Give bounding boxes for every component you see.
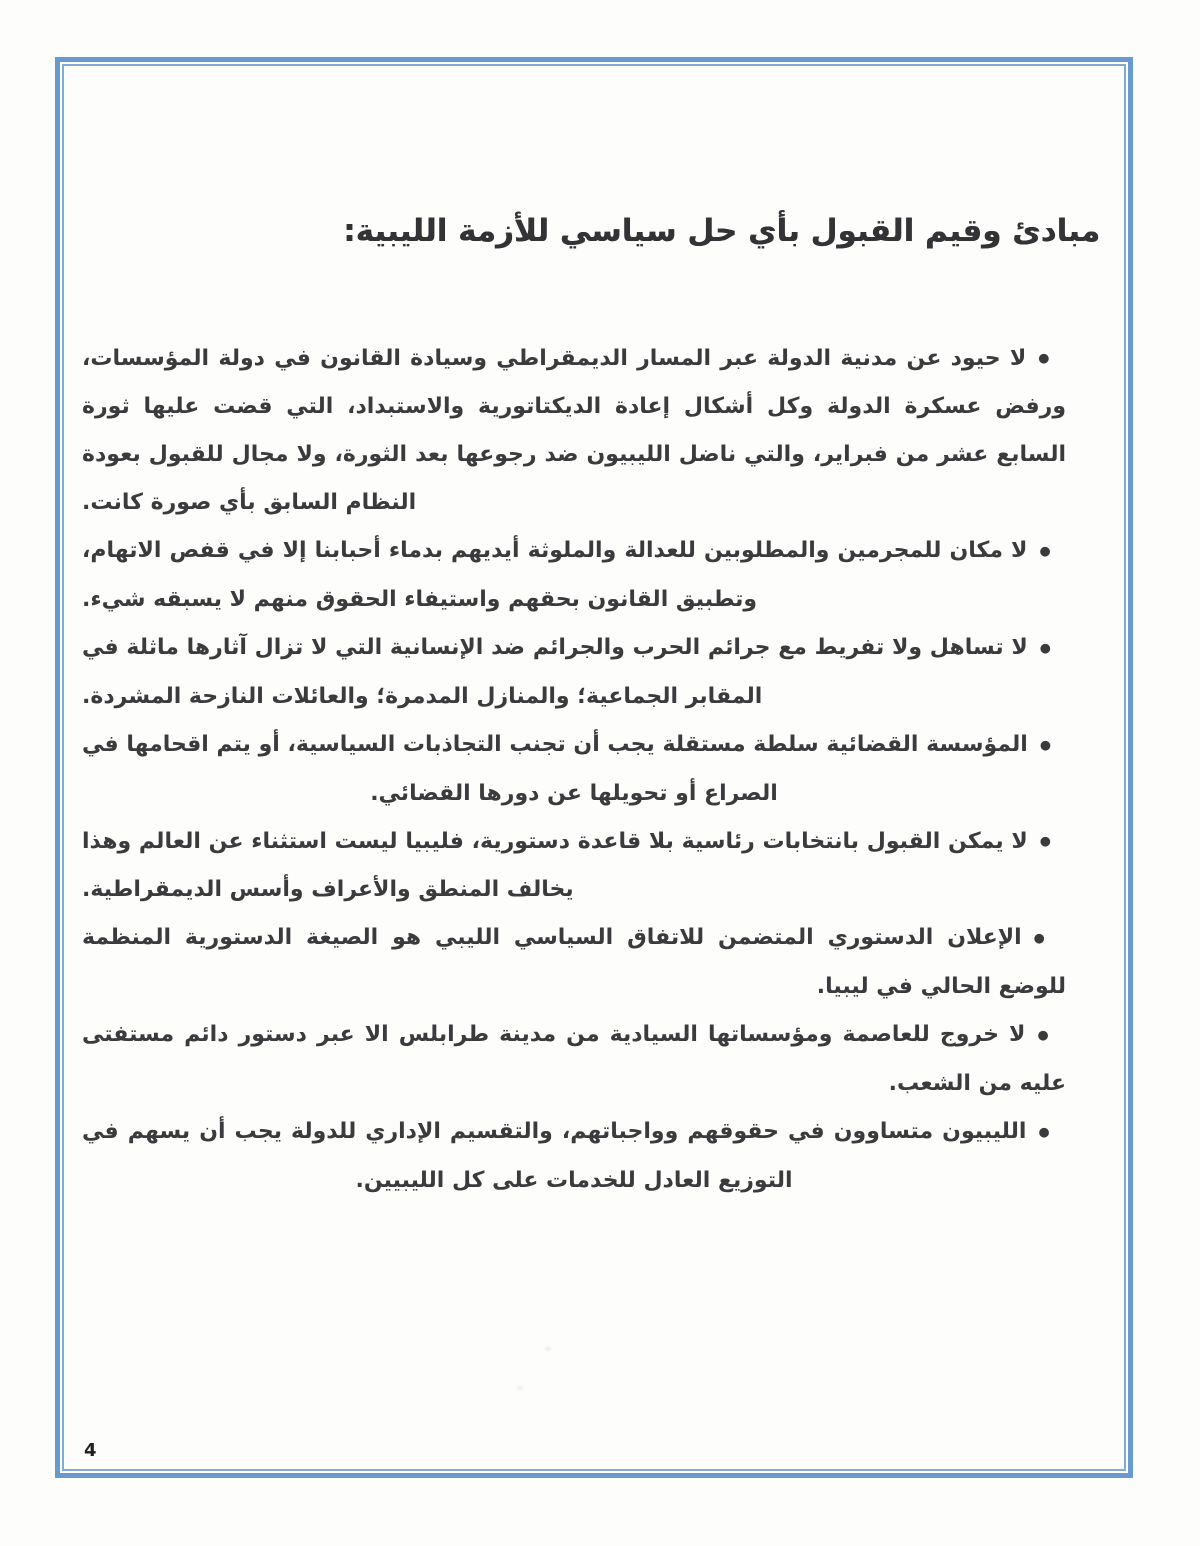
bullet-icon: ●: [1033, 931, 1051, 947]
bullet-item: [82, 818, 1066, 915]
scan-artifact-speck: [545, 1347, 551, 1351]
bullet-list: [82, 335, 1066, 1205]
page-content: [64, 66, 1124, 1469]
bullet-item: [82, 721, 1066, 818]
bullet-item: [82, 527, 1066, 624]
bullet-icon: ●: [1039, 737, 1051, 753]
bullet-icon: ●: [1039, 834, 1051, 850]
page-number: 4: [84, 1440, 97, 1461]
bullet-item: [82, 335, 1066, 528]
bullet-text: المؤسسة القضائية سلطة مستقلة يجب أن تجنب التجاذبات السياسية، أو يتم اقحامها في الصراع أو تحويلها عن دورها القضائي.: [82, 731, 1028, 806]
page-border-frame: [55, 57, 1133, 1478]
bullet-icon: ●: [1037, 1027, 1051, 1043]
bullet-icon: ●: [1038, 351, 1051, 367]
bullet-text: الإعلان الدستوري المتضمن للاتفاق السياسي الليبي هو الصيغة الدستورية المنظمة للوضع الحالي في ليبيا.: [82, 925, 1066, 1000]
bullet-text: لا يمكن القبول بانتخابات رئاسية بلا قاعدة دستورية، فليبيا ليست استثناء عن العالم وهذا يخالف المنطق والأعراف وأسس الديمقراطية.: [82, 828, 1028, 903]
bullet-item: [82, 914, 1066, 1011]
bullet-text: لا خروج للعاصمة ومؤسساتها السيادية من مدينة طرابلس الا عبر دستور دائم مستفتى عليه من الشعب.: [82, 1022, 1066, 1096]
bullet-icon: ●: [1038, 1124, 1051, 1140]
bullet-icon: ●: [1039, 544, 1051, 560]
bullet-text: الليبيون متساوون في حقوقهم وواجباتهم، والتقسيم الإداري للدولة يجب أن يسهم في التوزيع العادل للخدمات على كل الليبيين.: [82, 1118, 1027, 1193]
page-border-inner-line: [62, 64, 1126, 1471]
scan-artifact-speck: [517, 1386, 523, 1390]
bullet-icon: ●: [1039, 640, 1051, 656]
bullet-item: [82, 1108, 1066, 1205]
bullet-item: [82, 1011, 1066, 1108]
bullet-text: لا مكان للمجرمين والمطلوبين للعدالة والملوثة أيديهم بدماء أحبابنا إلا في قفص الاتهام، وتطبيق القانون بحقهم واستيفاء الحقوق منهم لا يسبقه شيء.: [82, 538, 1028, 613]
page-title: مبادئ وقيم القبول بأي حل سياسي للأزمة الليبية:: [343, 213, 1100, 249]
bullet-item: [82, 624, 1066, 721]
bullet-text: لا تساهل ولا تفريط مع جرائم الحرب والجرائم ضد الإنسانية التي لا تزال آثارها ماثلة في المقابر الجماعية؛ والمنازل المدمرة؛ والعائلات النازحة المشردة.: [82, 635, 1028, 709]
bullet-text: لا حيود عن مدنية الدولة عبر المسار الديمقراطي وسيادة القانون في دولة المؤسسات، ورفض عسكرة الدولة وكل أشكال إعادة الديكتاتورية والاستبداد، التي قضت عليها ثورة السابع عشر من فبراير، والتي ناضل الليبيون ضد رجوعها بعد الثورة، ولا مجال للقبول بعودة النظام السابق بأي صورة كانت.: [82, 345, 1066, 516]
